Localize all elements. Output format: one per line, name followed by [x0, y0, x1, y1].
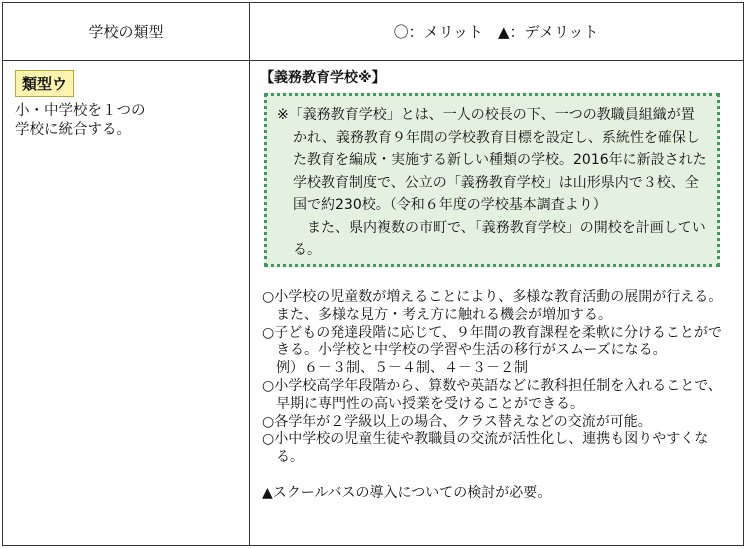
type-description-line2: 学校に統合する。 — [15, 122, 131, 138]
header-school-type: 学校の類型 — [88, 23, 164, 41]
list-item: ○小学校の児童数が増えることにより、多様な教育活動の展開が行える。また、多様な見方・考え方に触れる機会が増加する。 — [262, 289, 723, 323]
table-header — [3, 3, 743, 61]
definition-note-box — [264, 93, 720, 267]
note-paragraph-1: ※「義務教育学校」とは、一人の校長の下、一つの教職員組織が置かれ、義務教育９年間の学校教育目標を設定し、系統性を確保した教育を編成・実施する新しい種類の学校。2016年に新設された学校教育制度で、公立の「義務教育学校」は山形県内で３校、全国で約230校。（令和６年度の学校基本調査より） — [277, 107, 707, 213]
demerit-item: ▲スクールバスの導入についての検討が必要。 — [262, 484, 552, 501]
type-description-line1: 小・中学校を１つの — [15, 103, 146, 119]
section-title: 【義務教育学校※】 — [260, 70, 386, 86]
list-item: ○小中学校の児童生徒や教職員の交流が活性化し、連携も図りやすくなる。 — [262, 431, 709, 466]
merit-cell — [250, 60, 743, 545]
list-item: ○子どもの発達段階に応じて、９年間の教育課程を柔軟に分けることができる。小学校と中学校の学習や生活の移行がスムーズになる。 — [262, 324, 722, 359]
list-item: ○各学年が２学級以上の場合、クラス替えなどの交流が可能。 — [262, 413, 652, 430]
merit-list — [262, 289, 728, 503]
example-line: 例）６－３制、５－４制、４－３－２制 — [276, 360, 528, 377]
note-paragraph-2: また、県内複数の市町で、「義務教育学校」の開校を計画している。 — [293, 219, 706, 258]
header-merit-demerit: 〇：メリット ▲：デメリット — [393, 23, 599, 41]
list-item: ○小学校高学年段階から、算数や英語などに教科担任制を入れることで、早期に専門性の高い授業を受けることができる。 — [262, 377, 722, 412]
comparison-table — [2, 2, 744, 546]
type-description — [15, 102, 235, 140]
type-badge: 類型ウ — [15, 70, 74, 97]
